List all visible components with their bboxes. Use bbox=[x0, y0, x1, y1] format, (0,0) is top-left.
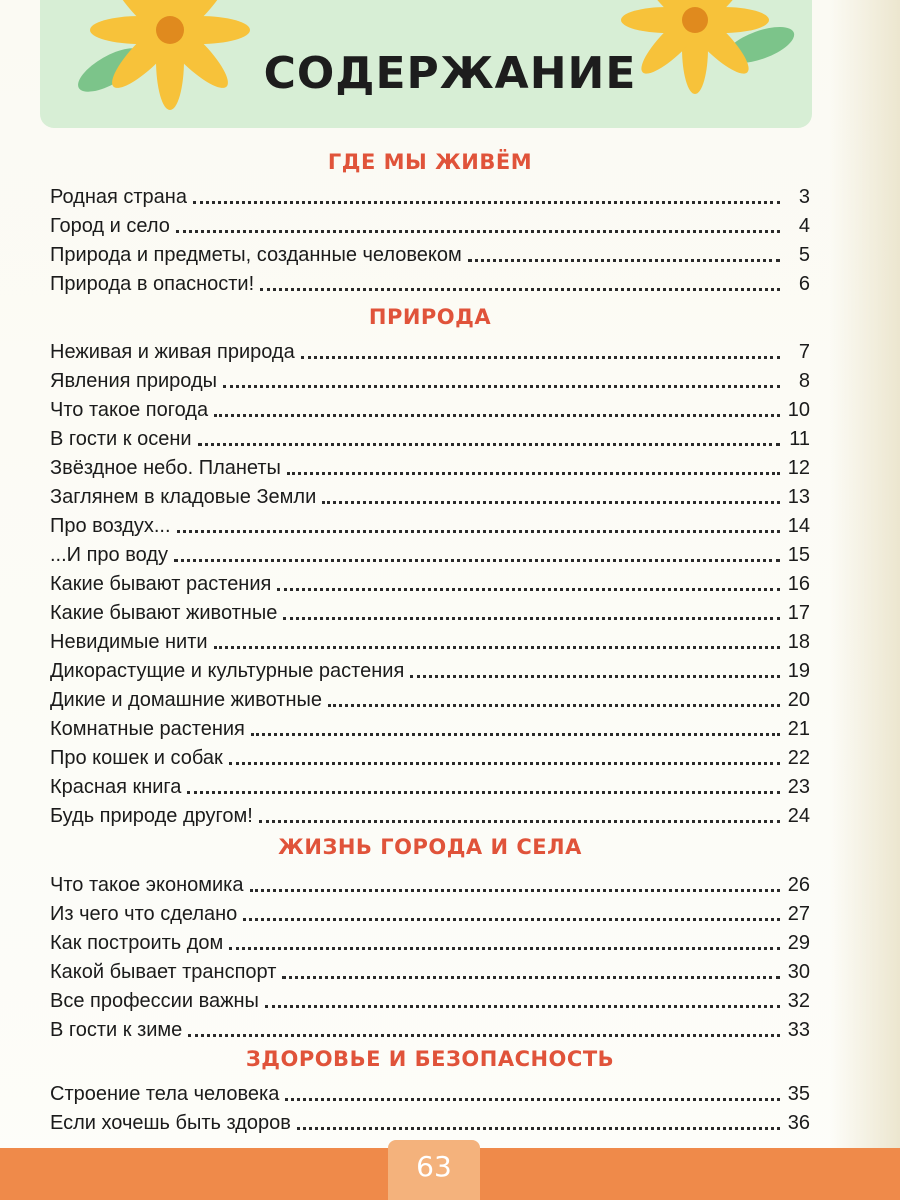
dot-leader bbox=[297, 1126, 780, 1130]
toc-entry-label: Дикорастущие и культурные растения bbox=[50, 660, 405, 682]
toc-entry[interactable] bbox=[50, 927, 810, 955]
toc-entry-label: Все профессии важны bbox=[50, 990, 259, 1012]
toc-entry-page: 15 bbox=[787, 544, 810, 566]
dot-leader bbox=[251, 732, 780, 736]
toc-entry-label: Какой бывает транспорт bbox=[50, 961, 277, 983]
toc-entry-page: 13 bbox=[787, 486, 810, 508]
page-number: 63 bbox=[416, 1150, 452, 1183]
dot-leader bbox=[265, 1004, 780, 1008]
dot-leader bbox=[193, 200, 780, 204]
dot-leader bbox=[223, 384, 780, 388]
dot-leader bbox=[468, 258, 780, 262]
toc-entry-page: 3 bbox=[798, 186, 810, 208]
page-title: СОДЕРЖАНИЕ bbox=[263, 48, 637, 99]
toc-entry-page: 27 bbox=[787, 903, 810, 925]
toc-entry[interactable] bbox=[50, 181, 810, 209]
toc-entry-page: 14 bbox=[787, 515, 810, 537]
toc-entry-page: 18 bbox=[787, 631, 810, 653]
toc-entry-label: Родная страна bbox=[50, 186, 187, 208]
toc-entry-label: Про кошек и собак bbox=[50, 747, 223, 769]
toc-entry-label: Невидимые нити bbox=[50, 631, 208, 653]
toc-entry[interactable] bbox=[50, 684, 810, 712]
toc-entry-page: 7 bbox=[798, 341, 810, 363]
toc-entry-label: В гости к осени bbox=[50, 428, 192, 450]
dot-leader bbox=[250, 888, 781, 892]
toc-entry-label: Комнатные растения bbox=[50, 718, 245, 740]
toc-entry-label: Природа в опасности! bbox=[50, 273, 255, 295]
dot-leader bbox=[277, 587, 780, 591]
toc-entry-page: 33 bbox=[787, 1019, 810, 1041]
dot-leader bbox=[285, 1097, 780, 1101]
toc-entry-page: 8 bbox=[798, 370, 810, 392]
section-title: ПРИРОДА bbox=[368, 305, 492, 329]
dot-leader bbox=[198, 442, 780, 446]
toc-entry[interactable] bbox=[50, 742, 810, 770]
dot-leader bbox=[328, 703, 780, 707]
toc-entry-label: Про воздух... bbox=[50, 515, 171, 537]
toc-entry-page: 29 bbox=[787, 932, 810, 954]
dot-leader bbox=[176, 229, 780, 233]
toc-entry-page: 24 bbox=[787, 805, 810, 827]
toc-entry[interactable] bbox=[50, 626, 810, 654]
dot-leader bbox=[301, 355, 780, 359]
toc-entry-label: Если хочешь быть здоров bbox=[50, 1112, 291, 1134]
toc-entry-label: Заглянем в кладовые Земли bbox=[50, 486, 317, 508]
section-title: ЗДОРОВЬЕ И БЕЗОПАСНОСТЬ bbox=[245, 1047, 615, 1071]
toc-entry[interactable] bbox=[50, 539, 810, 567]
toc-entry[interactable] bbox=[50, 394, 810, 422]
toc-entry-page: 32 bbox=[787, 990, 810, 1012]
toc-entry-page: 26 bbox=[787, 874, 810, 896]
dot-leader bbox=[287, 471, 780, 475]
toc-entry-page: 21 bbox=[787, 718, 810, 740]
dot-leader bbox=[243, 917, 780, 921]
toc-entry-page: 6 bbox=[798, 273, 810, 295]
toc-entry-page: 22 bbox=[787, 747, 810, 769]
toc-entry-label: Будь природе другом! bbox=[50, 805, 253, 827]
dot-leader bbox=[214, 645, 780, 649]
toc-entry-page: 20 bbox=[787, 689, 810, 711]
toc-entry-label: Из чего что сделано bbox=[50, 903, 238, 925]
toc-entry-label: ...И про воду bbox=[50, 544, 168, 566]
dot-leader bbox=[214, 413, 780, 417]
toc-entry-label: Неживая и живая природа bbox=[50, 341, 295, 363]
toc-entry[interactable] bbox=[50, 1107, 810, 1135]
toc-entry[interactable] bbox=[50, 239, 810, 267]
dot-leader bbox=[229, 761, 780, 765]
dot-leader bbox=[259, 819, 780, 823]
toc-entry-label: Какие бывают животные bbox=[50, 602, 278, 624]
toc-entry-page: 10 bbox=[787, 399, 810, 421]
dot-leader bbox=[174, 558, 780, 562]
toc-entry[interactable] bbox=[50, 713, 810, 741]
dot-leader bbox=[260, 287, 780, 291]
toc-entry-page: 11 bbox=[789, 428, 810, 450]
toc-entry-page: 16 bbox=[787, 573, 810, 595]
toc-entry[interactable] bbox=[50, 510, 810, 538]
toc-entry[interactable] bbox=[50, 568, 810, 596]
dot-leader bbox=[282, 975, 780, 979]
toc-entry[interactable] bbox=[50, 771, 810, 799]
toc-entry-page: 35 bbox=[787, 1083, 810, 1105]
toc-entry[interactable] bbox=[50, 800, 810, 828]
toc-entry[interactable] bbox=[50, 452, 810, 480]
dot-leader bbox=[177, 529, 780, 533]
toc-entry[interactable] bbox=[50, 336, 810, 364]
toc-entry-label: Явления природы bbox=[50, 370, 217, 392]
toc-entry[interactable] bbox=[50, 985, 810, 1013]
toc-entry-label: Какие бывают растения bbox=[50, 573, 272, 595]
toc-entry[interactable] bbox=[50, 423, 810, 451]
dot-leader bbox=[229, 946, 780, 950]
toc-entry-label: Что такое экономика bbox=[50, 874, 244, 896]
toc-entry-page: 17 bbox=[787, 602, 810, 624]
toc-entry-label: Дикие и домашние животные bbox=[50, 689, 322, 711]
dot-leader bbox=[322, 500, 780, 504]
toc-entry[interactable] bbox=[50, 956, 810, 984]
section-title: ГДЕ МЫ ЖИВЁМ bbox=[327, 150, 533, 174]
toc-entry[interactable] bbox=[50, 655, 810, 683]
toc-entry[interactable] bbox=[50, 898, 810, 926]
toc-entry-page: 30 bbox=[787, 961, 810, 983]
toc-entry-page: 23 bbox=[787, 776, 810, 798]
toc-entry-label: Строение тела человека bbox=[50, 1083, 280, 1105]
toc-entry[interactable] bbox=[50, 268, 810, 296]
toc-entry-page: 4 bbox=[798, 215, 810, 237]
toc-entry-page: 19 bbox=[787, 660, 810, 682]
toc-entry-label: Город и село bbox=[50, 215, 170, 237]
toc-entry[interactable] bbox=[50, 869, 810, 897]
toc-entry-label: Звёздное небо. Планеты bbox=[50, 457, 281, 479]
toc-entry[interactable] bbox=[50, 1014, 810, 1042]
dot-leader bbox=[187, 790, 780, 794]
toc-entry[interactable] bbox=[50, 597, 810, 625]
toc-entry-label: Как построить дом bbox=[50, 932, 224, 954]
toc-entry-label: Природа и предметы, созданные человеком bbox=[50, 244, 462, 266]
toc-entry-page: 5 bbox=[798, 244, 810, 266]
toc-entry-label: Красная книга bbox=[50, 776, 182, 798]
dot-leader bbox=[410, 674, 780, 678]
toc-entry-label: В гости к зиме bbox=[50, 1019, 183, 1041]
toc-entry-label: Что такое погода bbox=[50, 399, 209, 421]
dot-leader bbox=[283, 616, 780, 620]
toc-entry[interactable] bbox=[50, 365, 810, 393]
toc-entry[interactable] bbox=[50, 481, 810, 509]
toc-entry-page: 36 bbox=[787, 1112, 810, 1134]
dot-leader bbox=[188, 1033, 780, 1037]
toc-entry-page: 12 bbox=[787, 457, 810, 479]
toc-entry[interactable] bbox=[50, 210, 810, 238]
section-title: ЖИЗНЬ ГОРОДА И СЕЛА bbox=[278, 835, 582, 859]
toc-entry[interactable] bbox=[50, 1078, 810, 1106]
